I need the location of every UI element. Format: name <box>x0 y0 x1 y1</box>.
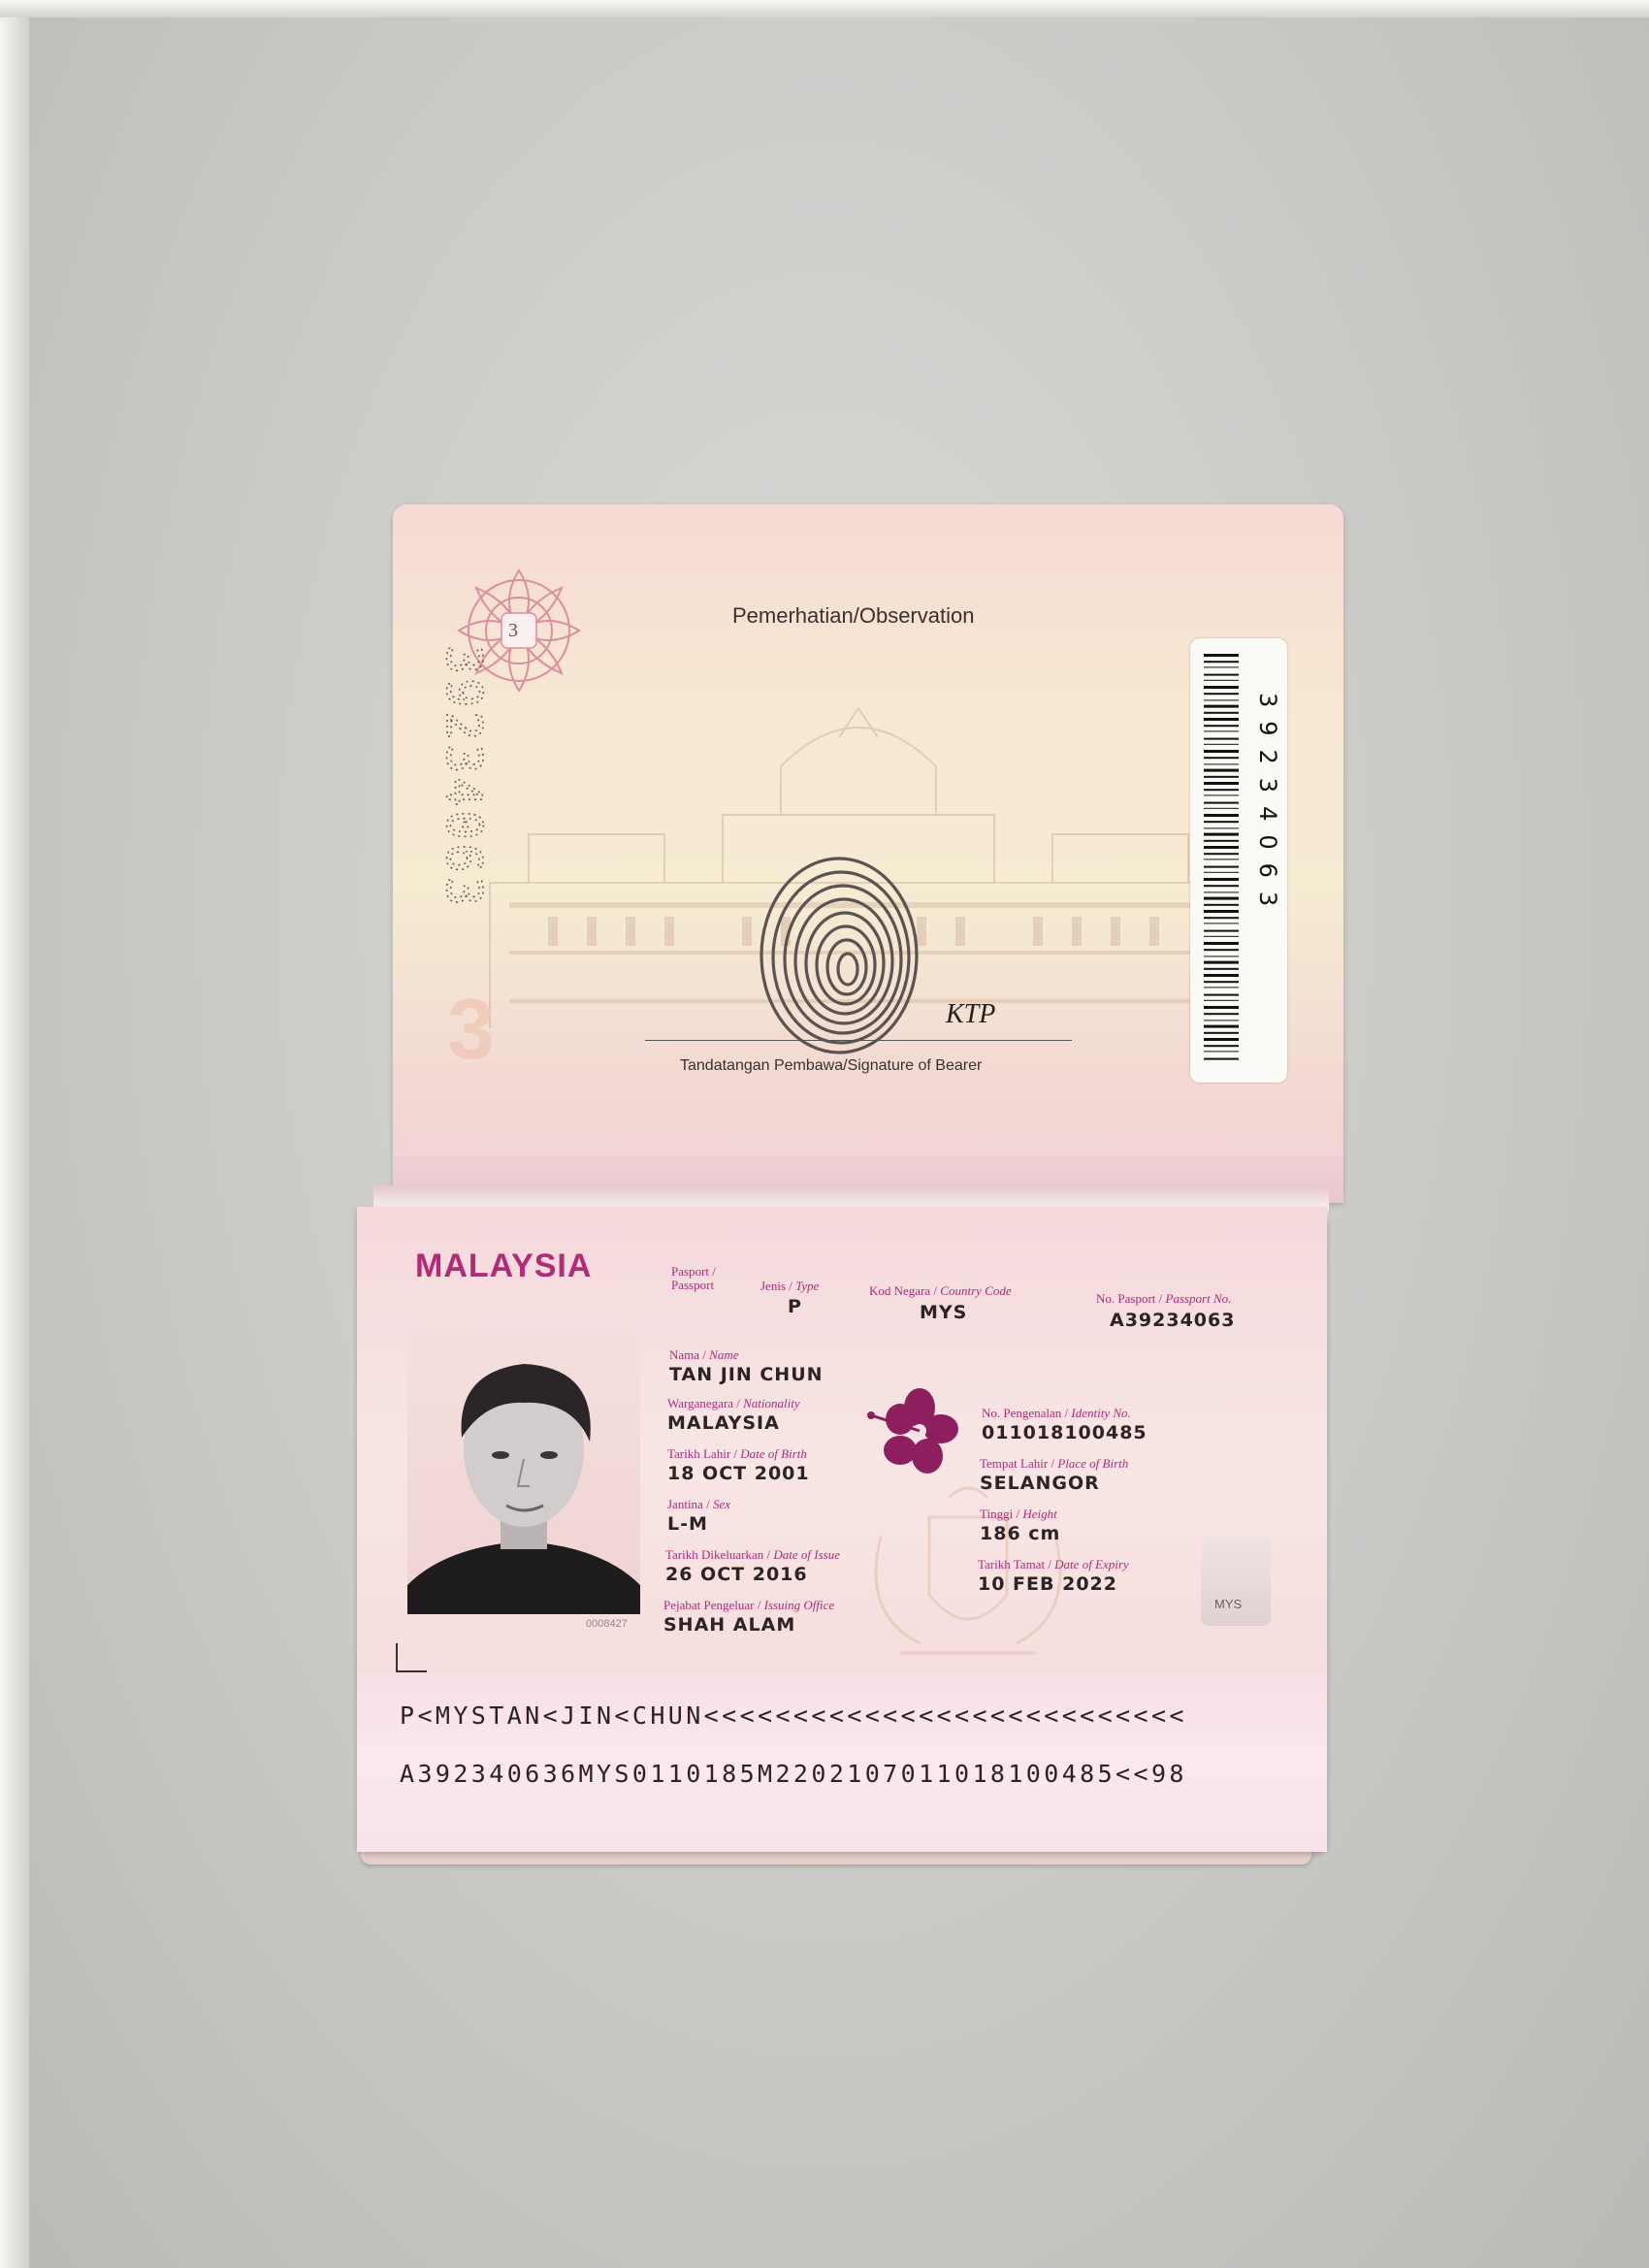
type-value: P <box>788 1296 802 1317</box>
signature-initials: KTP <box>946 999 996 1029</box>
passport-label <box>671 1265 716 1292</box>
barcode-sticker <box>1190 638 1287 1083</box>
dob-label-en: Date of Birth <box>740 1446 807 1461</box>
issue-label <box>665 1548 840 1562</box>
signature-line <box>645 1040 1072 1041</box>
scan-edge <box>0 0 29 2268</box>
name-label-ms: Nama / <box>669 1347 710 1362</box>
identity-no-label-ms: No. Pengenalan / <box>982 1406 1072 1420</box>
passport-no-label-ms: No. Pasport / <box>1096 1291 1166 1306</box>
nationality-label <box>667 1397 800 1410</box>
pob-label-en: Place of Birth <box>1057 1456 1129 1471</box>
expiry-label-ms: Tarikh Tamat / <box>978 1557 1055 1571</box>
pob-value: SELANGOR <box>980 1473 1100 1494</box>
type-label <box>760 1280 819 1293</box>
sex-label-en: Sex <box>712 1497 730 1511</box>
large-page-number: 3 <box>447 981 495 1077</box>
sex-value: L-M <box>667 1513 708 1535</box>
dob-value: 18 OCT 2001 <box>667 1463 810 1484</box>
expiry-label-en: Date of Expiry <box>1054 1557 1129 1571</box>
photo-serial: 0008427 <box>586 1618 628 1630</box>
pob-label <box>980 1457 1128 1471</box>
type-label-en: Type <box>795 1279 820 1293</box>
signature-label: Tandatangan Pembawa/Signature of Bearer <box>680 1057 983 1074</box>
expiry-label <box>978 1558 1129 1571</box>
height-value: 186 cm <box>980 1523 1061 1544</box>
identity-no-value: 011018100485 <box>982 1422 1148 1443</box>
nationality-value: MALAYSIA <box>667 1412 780 1434</box>
height-label-ms: Tinggi / <box>980 1507 1023 1521</box>
hibiscus-icon <box>861 1386 958 1474</box>
dob-label <box>667 1447 807 1461</box>
expiry-value: 10 FEB 2022 <box>978 1573 1117 1595</box>
nationality-label-en: Nationality <box>743 1396 800 1410</box>
mrz-line-2: A392340636MYS0110185M2202107011018100485<<98 <box>400 1760 1187 1788</box>
name-label <box>669 1348 739 1362</box>
barcode-number: 39234063 <box>1254 693 1281 921</box>
mrz-zone <box>357 1674 1327 1852</box>
dob-label-ms: Tarikh Lahir / <box>667 1446 741 1461</box>
issue-value: 26 OCT 2016 <box>665 1564 808 1585</box>
country-code-label <box>869 1284 1012 1298</box>
identity-no-label-en: Identity No. <box>1071 1406 1131 1420</box>
height-label <box>980 1507 1057 1521</box>
name-label-en: Name <box>709 1347 739 1362</box>
type-label-ms: Jenis / <box>760 1279 796 1293</box>
holder-photo <box>407 1333 640 1614</box>
office-label-en: Issuing Office <box>763 1598 835 1612</box>
observation-page <box>393 504 1343 1203</box>
passport-no-label <box>1096 1292 1231 1306</box>
corner-mark <box>396 1643 427 1672</box>
scan-edge-top <box>0 0 1649 17</box>
issue-label-ms: Tarikh Dikeluarkan / <box>665 1547 774 1562</box>
pob-label-ms: Tempat Lahir / <box>980 1456 1058 1471</box>
sex-label <box>667 1498 730 1511</box>
mrz-line-1: P<MYSTAN<JIN<CHUN<<<<<<<<<<<<<<<<<<<<<<<<<<< <box>400 1701 1187 1730</box>
passport-no-label-en: Passport No. <box>1165 1291 1232 1306</box>
name-value: TAN JIN CHUN <box>669 1364 824 1385</box>
country-code-label-ms: Kod Negara / <box>869 1283 941 1298</box>
ghost-photo-text: MYS <box>1214 1597 1243 1611</box>
country-code-value: MYS <box>920 1302 968 1323</box>
passport-label-line-2: Passport <box>671 1278 715 1292</box>
sex-label-ms: Jantina / <box>667 1497 713 1511</box>
height-label-en: Height <box>1022 1507 1057 1521</box>
ghost-photo <box>1201 1537 1271 1626</box>
nationality-label-ms: Warganegara / <box>667 1396 744 1410</box>
page-number: 3 <box>508 620 518 641</box>
passport-data-page <box>357 1207 1327 1852</box>
passport-label-line-1: Pasport / <box>671 1264 716 1279</box>
observation-title: Pemerhatian/Observation <box>732 603 975 628</box>
barcode-icon <box>1204 654 1281 1069</box>
issue-label-en: Date of Issue <box>773 1547 840 1562</box>
office-label <box>663 1599 834 1612</box>
office-value: SHAH ALAM <box>663 1614 796 1636</box>
office-label-ms: Pejabat Pengeluar / <box>663 1598 764 1612</box>
passport-no-value: A39234063 <box>1110 1310 1236 1331</box>
svg-text:39234063: 39234063 <box>436 645 492 910</box>
identity-no-label <box>982 1407 1131 1420</box>
fingerprint-icon <box>752 849 936 1057</box>
country-title: MALAYSIA <box>415 1247 593 1284</box>
country-code-label-en: Country Code <box>940 1283 1012 1298</box>
